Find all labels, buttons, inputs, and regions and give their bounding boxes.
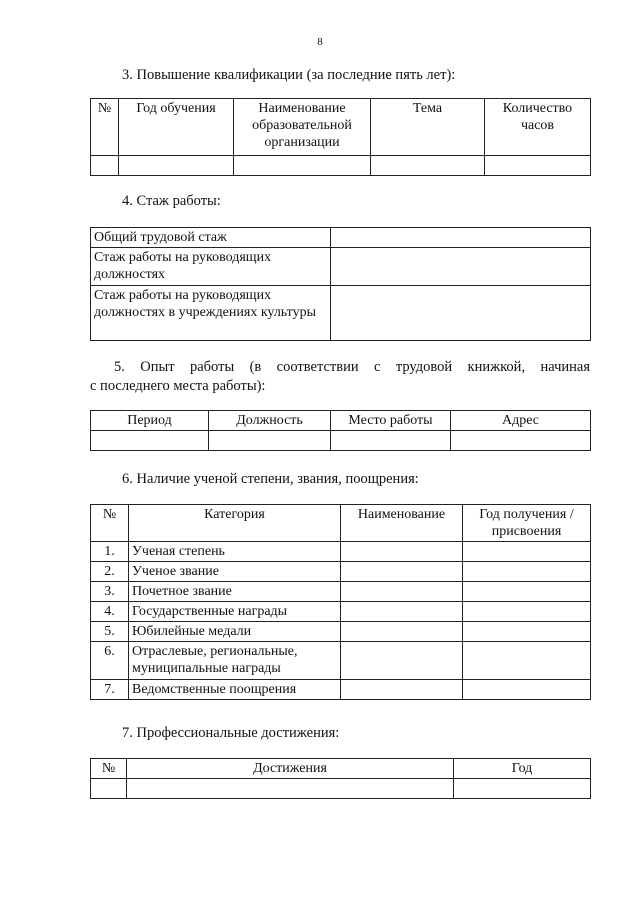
table-row [91, 156, 591, 176]
work-history-table [90, 410, 591, 451]
cell-empty[interactable] [371, 156, 485, 176]
value-cell[interactable] [331, 286, 591, 341]
header-number: № [91, 759, 127, 779]
header-topic: Тема [371, 99, 485, 156]
qualification-table [90, 98, 591, 176]
table-row [91, 582, 591, 602]
cell-empty[interactable] [463, 542, 591, 562]
cell-empty[interactable] [91, 431, 209, 451]
header-number: № [91, 99, 119, 156]
section-3-title: 3. Повышение квалификации (за последние пять лет): [122, 67, 456, 83]
cell-empty[interactable] [485, 156, 591, 176]
table-row [91, 431, 591, 451]
value-cell[interactable] [331, 248, 591, 286]
cell-empty[interactable] [463, 582, 591, 602]
cell-empty[interactable] [463, 680, 591, 700]
cell-empty[interactable] [209, 431, 331, 451]
cell-empty[interactable] [463, 642, 591, 680]
table-row [91, 228, 591, 248]
row-number: 7. [91, 680, 129, 700]
cell-empty[interactable] [91, 779, 127, 799]
row-category: Отраслевые, региональные, муниципальные награды [129, 642, 341, 680]
cell-empty[interactable] [127, 779, 454, 799]
row-category: Юбилейные медали [129, 622, 341, 642]
header-achievements: Достижения [127, 759, 454, 779]
cell-empty[interactable] [341, 582, 463, 602]
experience-table [90, 227, 591, 341]
section-4-title: 4. Стаж работы: [122, 193, 221, 209]
cell-empty[interactable] [341, 680, 463, 700]
cell-empty[interactable] [234, 156, 371, 176]
achievements-table [90, 758, 591, 799]
cell-empty[interactable] [341, 602, 463, 622]
header-workplace: Место работы [331, 411, 451, 431]
section-7-title: 7. Профессиональные достижения: [122, 725, 340, 741]
row-label: Стаж работы на руководящих должностях [91, 248, 331, 286]
cell-empty[interactable] [463, 622, 591, 642]
row-category: Ученая степень [129, 542, 341, 562]
cell-empty[interactable] [451, 431, 591, 451]
row-category: Государственные награды [129, 602, 341, 622]
cell-empty[interactable] [341, 562, 463, 582]
header-category: Категория [129, 505, 341, 542]
cell-empty[interactable] [341, 622, 463, 642]
header-name: Наименование [341, 505, 463, 542]
cell-empty[interactable] [463, 562, 591, 582]
cell-empty[interactable] [341, 542, 463, 562]
row-category: Ведомственные поощрения [129, 680, 341, 700]
table-row [91, 286, 591, 341]
degrees-table [90, 504, 591, 700]
header-year-received: Год получения /присвоения [463, 505, 591, 542]
table-row [91, 622, 591, 642]
table-row [91, 542, 591, 562]
section-5-title-line2: с последнего места работы): [90, 378, 266, 394]
cell-empty[interactable] [91, 156, 119, 176]
cell-empty[interactable] [463, 602, 591, 622]
row-number: 4. [91, 602, 129, 622]
table-row [91, 779, 591, 799]
row-category: Ученое звание [129, 562, 341, 582]
section-6-title: 6. Наличие ученой степени, звания, поощрения: [122, 471, 419, 487]
header-period: Период [91, 411, 209, 431]
header-organization: Наименование образовательной организации [234, 99, 371, 156]
row-number: 2. [91, 562, 129, 582]
section-5-title [90, 358, 590, 396]
row-label: Общий трудовой стаж [91, 228, 331, 248]
cell-empty[interactable] [341, 642, 463, 680]
table-row [91, 642, 591, 680]
row-number: 3. [91, 582, 129, 602]
page-number: 8 [317, 36, 323, 48]
row-label: Стаж работы на руководящих должностях в учреждениях культуры [91, 286, 331, 341]
header-year: Год обучения [119, 99, 234, 156]
cell-empty[interactable] [454, 779, 591, 799]
row-number: 1. [91, 542, 129, 562]
header-year: Год [454, 759, 591, 779]
header-address: Адрес [451, 411, 591, 431]
cell-empty[interactable] [331, 431, 451, 451]
row-number: 5. [91, 622, 129, 642]
header-number: № [91, 505, 129, 542]
row-number: 6. [91, 642, 129, 680]
header-hours: Количество часов [485, 99, 591, 156]
table-row [91, 562, 591, 582]
header-position: Должность [209, 411, 331, 431]
table-row [91, 602, 591, 622]
value-cell[interactable] [331, 228, 591, 248]
table-row [91, 248, 591, 286]
row-category: Почетное звание [129, 582, 341, 602]
cell-empty[interactable] [119, 156, 234, 176]
table-row [91, 680, 591, 700]
section-5-title-line1: 5. Опыт работы (в соответствии с трудовой книжкой, начиная [114, 359, 590, 375]
